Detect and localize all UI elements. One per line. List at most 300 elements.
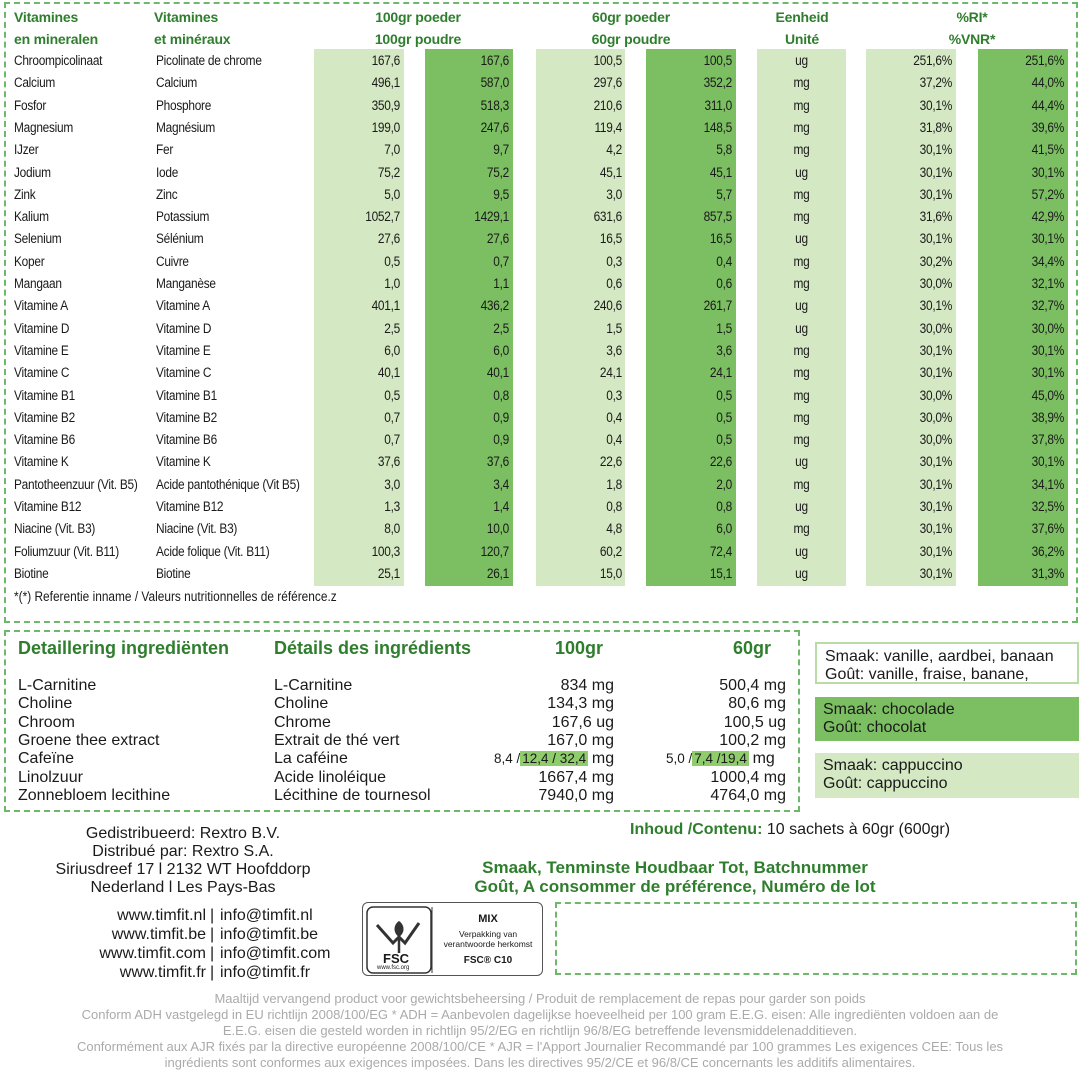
cell-p1: 37,2% [919,75,952,91]
cell-u: ug [795,53,808,68]
legal-line: Conform ADH vastgelegd in EU richtlijn 2008/100/EG * ADH = Aanbevolen dagelijkse hoeveelheid per 100 gram E.E.G. eisen: Alle ingrediënten voldoen aan de [81,1007,999,1022]
cell-p1: 30,1% [919,543,952,559]
cell-d: 45,1 [709,164,732,180]
ingredient-row [0,695,800,713]
cell-u: mg [793,387,810,403]
batch-line-nl: Smaak, Tenminste Houdbaar Tot, Batchnummer [482,858,868,877]
cell-a: 0,7 [384,409,400,425]
distributor-line-nl: Gedistribueerd: Rextro B.V. [85,825,281,842]
flavour-box-cappuccino: Smaak: cappuccino Goût: cappuccino [815,753,1079,798]
caffeine-100: 8,4 / 12,4 / 32,4 mg [494,750,615,768]
cell-a: 40,1 [377,365,400,381]
ingredient-fr: Extrait de thé vert [274,731,400,749]
ingredient-nl: Cafeïne [18,750,75,768]
cell-fr: Vitamine B2 [156,409,217,425]
cell-p1: 30,1% [919,565,952,581]
flavour-box-chocolate: Smaak: chocolade Goût: chocolat [815,697,1079,741]
ingredient-fr: Acide linoléique [274,768,387,786]
cell-p2: 31,3% [1031,565,1064,581]
cell-fr: Iode [156,164,179,180]
cell-nl: Vitamine B2 [14,409,75,425]
table-row [0,340,1080,362]
cell-p2: 30,0% [1031,320,1064,336]
cell-c: 0,6 [606,276,622,291]
caffeine-100-highlight: 12,4 / 32,4 [522,751,587,767]
cell-u: mg [793,365,810,381]
cell-d: 1,5 [716,320,732,336]
cell-p1: 30,1% [919,499,952,514]
separator: | [210,964,215,981]
cell-b: 10,0 [486,521,509,537]
cell-p2: 32,1% [1031,276,1064,291]
cell-nl: Vitamine E [14,342,69,358]
cell-p2: 37,6% [1031,521,1064,537]
cell-u: ug [795,298,808,314]
cell-c: 0,3 [606,253,622,269]
cell-c: 297,6 [593,75,622,91]
cell-a: 75,2 [377,164,400,180]
table-row [0,541,1080,563]
cell-a: 167,6 [371,53,400,68]
ingredient-60: 4764,0 mg [710,786,786,804]
table-row [0,407,1080,429]
cell-c: 0,4 [606,409,622,425]
header-nl: Vitamines en mineralen [14,9,98,47]
header-100gr: 100gr poeder 100gr poudre [374,9,462,47]
cell-c: 45,1 [599,164,622,180]
cell-nl: Vitamine C [14,365,70,381]
table-row [0,295,1080,317]
cell-b: 6,0 [493,342,509,358]
cell-u: ug [795,320,808,336]
ingredient-60: 500,4 mg [719,677,786,694]
cell-fr: Biotine [156,565,191,581]
legal-line: E.E.G. eisen die gesteld worden in richtlijn 95/2/EG en richtlijn 96/8/EG betreffende levensmiddelenadditieven. [222,1023,858,1038]
cell-nl: Vitamine K [14,454,69,470]
cell-fr: Acide folique (Vit. B11) [156,543,270,559]
cell-b: 37,6 [486,454,509,470]
cell-fr: Phosphore [156,97,212,113]
cell-d: 3,6 [716,342,732,358]
ingredient-100: 134,3 mg [547,695,614,713]
cell-d: 6,0 [716,521,732,537]
cell-u: mg [793,209,810,225]
cell-c: 16,5 [599,231,622,247]
ingredients-heading-fr: Détails des ingrédients [274,638,472,658]
cell-nl: Jodium [14,164,51,180]
cell-p1: 30,1% [919,365,952,381]
separator: | [210,907,215,924]
cell-p1: 31,8% [919,119,952,135]
ingredient-60: 1000,4 mg [710,768,786,786]
cell-d: 100,5 [703,53,732,68]
cell-u: mg [793,142,810,158]
header-ri: %RI* %VNR* [948,9,996,47]
cell-b: 120,7 [480,543,509,559]
cell-u: ug [795,164,808,180]
cell-b: 1429,1 [474,209,509,225]
email-link[interactable]: info@timfit.be [220,926,319,943]
website-link[interactable]: www.timfit.be [111,926,206,943]
cell-a: 1,0 [384,276,400,291]
cell-p2: 34,1% [1031,476,1064,492]
table-row [0,362,1080,384]
cell-b: 75,2 [486,164,509,180]
header-fr: Vitamines et minéraux [154,9,231,47]
cell-fr: Fer [156,142,174,158]
distributor-line-fr: Distribué par: Rextro S.A. [92,843,274,860]
cell-u: ug [795,454,808,470]
fsc-code: FSC® C10 [463,955,513,966]
cell-p2: 44,4% [1031,97,1064,113]
cell-p1: 30,0% [919,409,952,425]
table-row [0,518,1080,540]
cell-u: ug [795,543,808,559]
cell-a: 25,1 [377,565,400,581]
table-row [0,117,1080,139]
cell-c: 0,4 [606,432,622,448]
cell-u: mg [793,276,810,291]
table-row [0,139,1080,161]
cell-a: 0,5 [384,387,400,403]
cell-p2: 32,7% [1031,298,1064,314]
cell-d: 0,5 [716,432,732,448]
separator: | [210,926,215,943]
cell-a: 1,3 [384,499,400,514]
cell-nl: Vitamine B6 [14,432,75,448]
email-link[interactable]: info@timfit.nl [220,907,313,924]
ingredient-nl: L-Carnitine [18,677,97,694]
cell-nl: Niacine (Vit. B3) [14,521,96,537]
cell-d: 5,7 [716,186,732,202]
cell-u: mg [793,75,810,91]
cell-p2: 30,1% [1031,164,1064,180]
ingredient-fr: Choline [274,695,329,713]
cell-p1: 30,1% [919,142,952,158]
ingredient-row-caffeine [0,750,800,768]
cell-nl: Selenium [14,231,62,247]
ingredient-60: 100,2 mg [719,731,786,749]
cell-b: 518,3 [480,97,509,113]
cell-fr: Vitamine A [156,298,210,314]
ingredient-100: 834 mg [560,677,614,694]
cell-p2: 36,2% [1031,543,1064,559]
cell-c: 4,2 [606,142,622,158]
cell-d: 352,2 [703,75,732,91]
website-link[interactable]: www.timfit.nl [117,907,206,924]
ingredient-nl: Groene thee extract [18,731,160,749]
table-row [0,72,1080,94]
cell-fr: Vitamine D [156,320,212,336]
cell-p1: 31,6% [919,209,952,225]
cell-fr: Vitamine K [156,454,211,470]
cell-p2: 30,1% [1031,454,1064,470]
cell-nl: Calcium [14,75,56,91]
ingredient-nl: Zonnebloem lecithine [18,786,171,804]
cell-b: 0,9 [493,432,509,448]
cell-a: 2,5 [384,320,400,336]
cell-fr: Vitamine B6 [156,432,217,448]
cell-p1: 30,0% [919,432,952,448]
cell-a: 199,0 [371,119,400,135]
ingredients-heading-100: 100gr [555,638,604,658]
cell-a: 100,3 [371,543,400,559]
batch-number-box [555,902,1077,975]
cell-a: 6,0 [384,342,400,358]
legal-line: ingrédients sont conformes aux exigences imposées. Dans les directives 95/2/CE et 96/8/CE concernants les additifs alimentaires. [164,1055,916,1070]
cell-p1: 30,0% [919,387,952,403]
cell-d: 0,8 [716,499,732,514]
ingredient-fr: L-Carnitine [274,677,353,694]
legal-line: Maaltijd vervangend product voor gewichtsbeheersing / Produit de remplacement de repas pour garder son poids [214,991,866,1006]
cell-p2: 37,8% [1031,432,1064,448]
cell-p2: 57,2% [1031,186,1064,202]
cell-d: 16,5 [709,231,732,247]
cell-c: 0,3 [606,387,622,403]
ingredients-heading-60: 60gr [733,638,772,658]
cell-b: 2,5 [493,320,509,336]
cell-c: 24,1 [599,365,622,381]
cell-a: 3,0 [384,476,400,492]
cell-p2: 39,6% [1031,119,1064,135]
cell-b: 0,9 [493,409,509,425]
email-link[interactable]: info@timfit.fr [220,964,311,981]
cell-d: 0,4 [716,253,732,269]
cell-p1: 30,1% [919,97,952,113]
batch-line-fr: Goût, A consommer de préférence, Numéro de lot [474,877,876,896]
cell-nl: Vitamine A [14,298,68,314]
cell-fr: Sélénium [156,231,204,247]
cell-p1: 30,0% [919,320,952,336]
cell-nl: Magnesium [14,119,74,135]
cell-c: 15,0 [599,565,622,581]
cell-p2: 45,0% [1031,387,1064,403]
cell-nl: Mangaan [14,276,62,291]
cell-c: 60,2 [599,543,622,559]
cell-c: 3,0 [606,186,622,202]
cell-d: 261,7 [703,298,732,314]
cell-d: 22,6 [709,454,732,470]
cell-b: 1,1 [493,276,509,291]
cell-b: 0,7 [493,253,509,269]
cell-p2: 34,4% [1031,253,1064,269]
cell-a: 8,0 [384,521,400,537]
cell-u: mg [793,97,810,113]
distributor-country: Nederland l Les Pays-Bas [90,879,276,896]
cell-p1: 30,1% [919,454,952,470]
ingredient-60: 80,6 mg [728,695,786,713]
cell-p1: 30,1% [919,164,952,180]
cell-fr: Magnésium [156,119,216,135]
cell-nl: Koper [14,253,45,269]
cell-c: 119,4 [594,119,622,135]
cell-fr: Acide pantothénique (Vit B5) [156,476,300,492]
cell-a: 1052,7 [365,209,400,225]
cell-u: mg [793,119,810,135]
cell-c: 210,6 [593,97,622,113]
cell-c: 0,8 [606,499,622,514]
cell-u: mg [793,253,810,269]
table-row [0,206,1080,228]
website-link[interactable]: www.timfit.fr [119,964,206,981]
cell-p1: 251,6% [913,53,952,68]
ingredient-nl: Choline [18,695,73,713]
cell-a: 27,6 [377,231,400,247]
cell-nl: Biotine [14,565,49,581]
table-row [0,184,1080,206]
cell-b: 40,1 [486,365,509,381]
cell-d: 148,5 [703,119,732,135]
cell-c: 3,6 [606,342,622,358]
cell-p1: 30,2% [919,253,952,269]
contents-line [630,820,950,840]
table-row [0,474,1080,496]
ingredient-nl: Chroom [18,713,75,731]
cell-p1: 30,1% [919,521,952,537]
table-row [0,563,1080,585]
cell-a: 5,0 [384,186,400,202]
ingredient-100: 167,6 ug [551,713,614,731]
cell-p2: 30,1% [1031,231,1064,247]
table-row [0,50,1080,72]
cell-u: ug [795,565,808,581]
ingredient-100: 7940,0 mg [538,786,614,804]
cell-d: 72,4 [709,543,732,559]
cell-nl: Vitamine B12 [14,499,82,514]
distributor-address: Siriusdreef 17 l 2132 WT Hoofddorp [55,861,311,878]
cell-u: mg [793,476,810,492]
ingredient-row [0,787,800,805]
ingredient-row [0,769,800,787]
cell-d: 311,0 [704,97,732,113]
ingredient-nl: Linolzuur [18,768,83,786]
contents-label: Inhoud /Contenu: [630,821,763,838]
ingredient-100: 167,0 mg [547,731,614,749]
header-60gr: 60gr poeder 60gr poudre [591,9,671,47]
cell-nl: Chroompicolinaat [14,53,103,68]
cell-d: 0,6 [716,276,732,291]
cell-c: 100,5 [593,53,622,68]
cell-b: 3,4 [493,476,509,492]
table-row [0,228,1080,250]
table-row [0,451,1080,473]
cell-a: 350,9 [371,97,400,113]
cell-b: 9,7 [493,142,509,158]
cell-p2: 30,1% [1031,365,1064,381]
cell-d: 24,1 [709,365,732,381]
cell-u: ug [795,231,808,247]
cell-a: 0,7 [384,432,400,448]
cell-d: 5,8 [716,142,732,158]
header-unit: Eenheid Unité [775,9,829,47]
cell-c: 1,5 [606,320,622,336]
cell-p1: 30,0% [919,276,952,291]
cell-c: 240,6 [593,298,622,314]
cell-p1: 30,1% [919,231,952,247]
cell-nl: Vitamine D [14,320,70,336]
ingredient-60: 100,5 ug [723,713,786,731]
cell-p2: 38,9% [1031,409,1064,425]
cell-a: 7,0 [384,142,400,158]
flavour-box-vanilla: Smaak: vanille, aardbei, banaan Goût: vanille, fraise, banane, [815,642,1079,684]
cell-b: 1,4 [493,499,509,514]
cell-nl: Kalium [14,209,49,225]
cell-p2: 32,5% [1031,499,1064,514]
ingredient-row [0,714,800,732]
cell-b: 26,1 [486,565,509,581]
cell-fr: Cuivre [156,253,189,269]
cell-d: 2,0 [716,476,732,492]
ingredient-fr: Lécithine de tournesol [274,786,431,804]
ingredient-fr: La caféine [274,750,348,768]
cell-a: 496,1 [371,75,400,91]
cell-u: mg [793,342,810,358]
cell-p2: 251,6% [1025,53,1064,68]
ingredient-row [0,732,800,750]
cell-p2: 42,9% [1031,209,1064,225]
table-row [0,273,1080,295]
cell-b: 167,6 [480,53,509,68]
cell-b: 587,0 [480,75,509,91]
cell-a: 401,1 [371,298,400,314]
cell-fr: Vitamine B1 [156,387,217,403]
cell-b: 436,2 [480,298,509,314]
website-link[interactable]: www.timfit.com [99,945,206,962]
cell-p2: 30,1% [1031,342,1064,358]
cell-fr: Zinc [156,186,178,202]
cell-fr: Vitamine C [156,365,212,381]
fsc-mix: MIX [478,913,498,925]
cell-nl: Zink [14,186,36,202]
separator: | [210,945,215,962]
legal-line: Conformément aux AJR fixés par la directive européenne 2008/100/CE * AJR = l'Apport Journalier Recommandé par 100 grammes Les exigences CEE: Tous les [76,1039,1004,1054]
caffeine-60: 5,0 / 7,4 /19,4 mg [666,750,775,768]
cell-fr: Vitamine B12 [156,499,224,514]
cell-u: mg [793,432,810,448]
ingredient-100: 1667,4 mg [538,768,614,786]
cell-c: 4,8 [606,521,622,537]
cell-fr: Vitamine E [156,342,211,358]
cell-nl: Vitamine B1 [14,387,75,403]
table-row [0,385,1080,407]
table-row [0,162,1080,184]
email-link[interactable]: info@timfit.com [220,945,331,962]
ingredient-fr: Chrome [274,713,331,731]
cell-b: 27,6 [486,231,509,247]
footnote: *(*) Referentie inname / Valeurs nutritionnelles de référence.z [14,589,337,604]
ingredient-row [0,677,800,695]
table-row [0,251,1080,273]
cell-d: 857,5 [703,209,732,225]
cell-p1: 30,1% [919,186,952,202]
cell-nl: Pantotheenzuur (Vit. B5) [14,476,138,492]
cell-p1: 30,1% [919,476,952,492]
cell-p2: 41,5% [1031,142,1064,158]
cell-fr: Manganèse [156,276,216,291]
cell-nl: IJzer [14,142,39,158]
cell-c: 1,8 [606,476,622,492]
cell-b: 0,8 [493,387,509,403]
table-row [0,429,1080,451]
cell-p2: 44,0% [1031,75,1064,91]
fsc-site: www.fsc.org [377,965,410,971]
cell-d: 0,5 [716,409,732,425]
cell-nl: Fosfor [14,97,47,113]
cell-u: ug [795,499,808,514]
cell-fr: Potassium [156,209,210,225]
cell-fr: Calcium [156,75,198,91]
cell-u: mg [793,186,810,202]
